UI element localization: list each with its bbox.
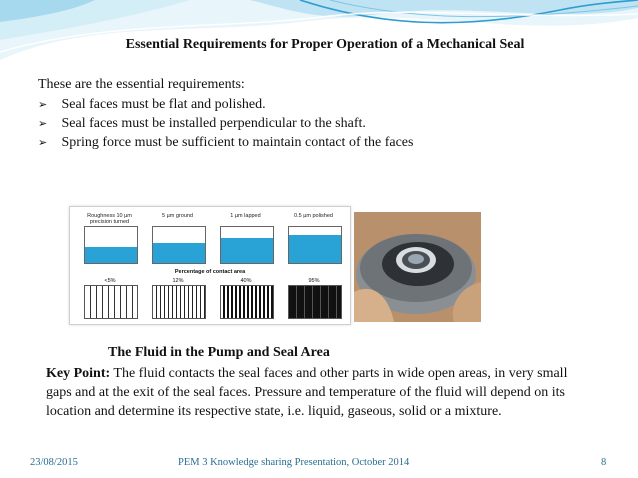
requirements-list — [38, 95, 413, 152]
surface-roughness-figure — [69, 206, 351, 325]
bullet-text: Seal faces must be flat and polished. — [61, 97, 266, 112]
sample-label: 5 µm ground — [162, 213, 193, 219]
list-item — [38, 114, 413, 133]
key-point-label: Key Point: — [46, 366, 111, 381]
surface-profile — [84, 226, 138, 264]
contact-caption: Percentage of contact area — [174, 269, 246, 275]
key-point-text: The fluid contacts the seal faces and other parts in wide open areas, in very small gaps and at the exit of the seal faces. Pressure and temperature of the fluid will depend on its location and determine its respective state, i.e. liquid, gaseous, solid or a mixture. — [46, 366, 568, 419]
sample-label: 0.5 µm polished — [294, 213, 333, 219]
list-item — [38, 95, 413, 114]
contact-pattern — [288, 285, 342, 319]
surface-profile — [288, 226, 342, 264]
profile-fill — [289, 235, 341, 263]
sample-label: 1 µm lapped — [230, 213, 261, 219]
list-item — [38, 133, 413, 152]
sample-label: Roughness 10 µm precision turned — [87, 213, 132, 225]
footer-date: 23/08/2015 — [30, 457, 78, 468]
intro-text: These are the essential requirements: — [38, 77, 245, 92]
contact-pattern — [84, 285, 138, 319]
profile-fill — [153, 243, 205, 263]
profile-fill — [85, 247, 137, 263]
footer-center-text: PEM 3 Knowledge sharing Presentation, October 2014 — [178, 457, 410, 468]
bullet-text: Seal faces must be installed perpendicular to the shaft. — [61, 116, 366, 131]
key-point-paragraph — [46, 364, 594, 421]
footer-page-number: 8 — [601, 457, 607, 468]
arrow-bullet-icon: ➢ — [38, 99, 48, 111]
section-subtitle: The Fluid in the Pump and Seal Area — [108, 345, 330, 360]
bullet-text: Spring force must be sufficient to maintain contact of the faces — [61, 135, 414, 150]
seal-ring-illustration — [354, 212, 481, 322]
arrow-bullet-icon: ➢ — [38, 137, 48, 149]
contact-percent: <5% — [104, 278, 116, 284]
contact-percent: 40% — [240, 278, 252, 284]
surface-profile — [220, 226, 274, 264]
slide-title: Essential Requirements for Proper Operation of a Mechanical Seal — [125, 37, 525, 52]
contact-pattern — [152, 285, 206, 319]
profile-fill — [221, 238, 273, 263]
arrow-bullet-icon: ➢ — [38, 118, 48, 130]
surface-profile — [152, 226, 206, 264]
contact-pattern — [220, 285, 274, 319]
seal-face-photo — [354, 212, 481, 322]
contact-percent: 95% — [308, 278, 320, 284]
contact-percent: 12% — [172, 278, 184, 284]
